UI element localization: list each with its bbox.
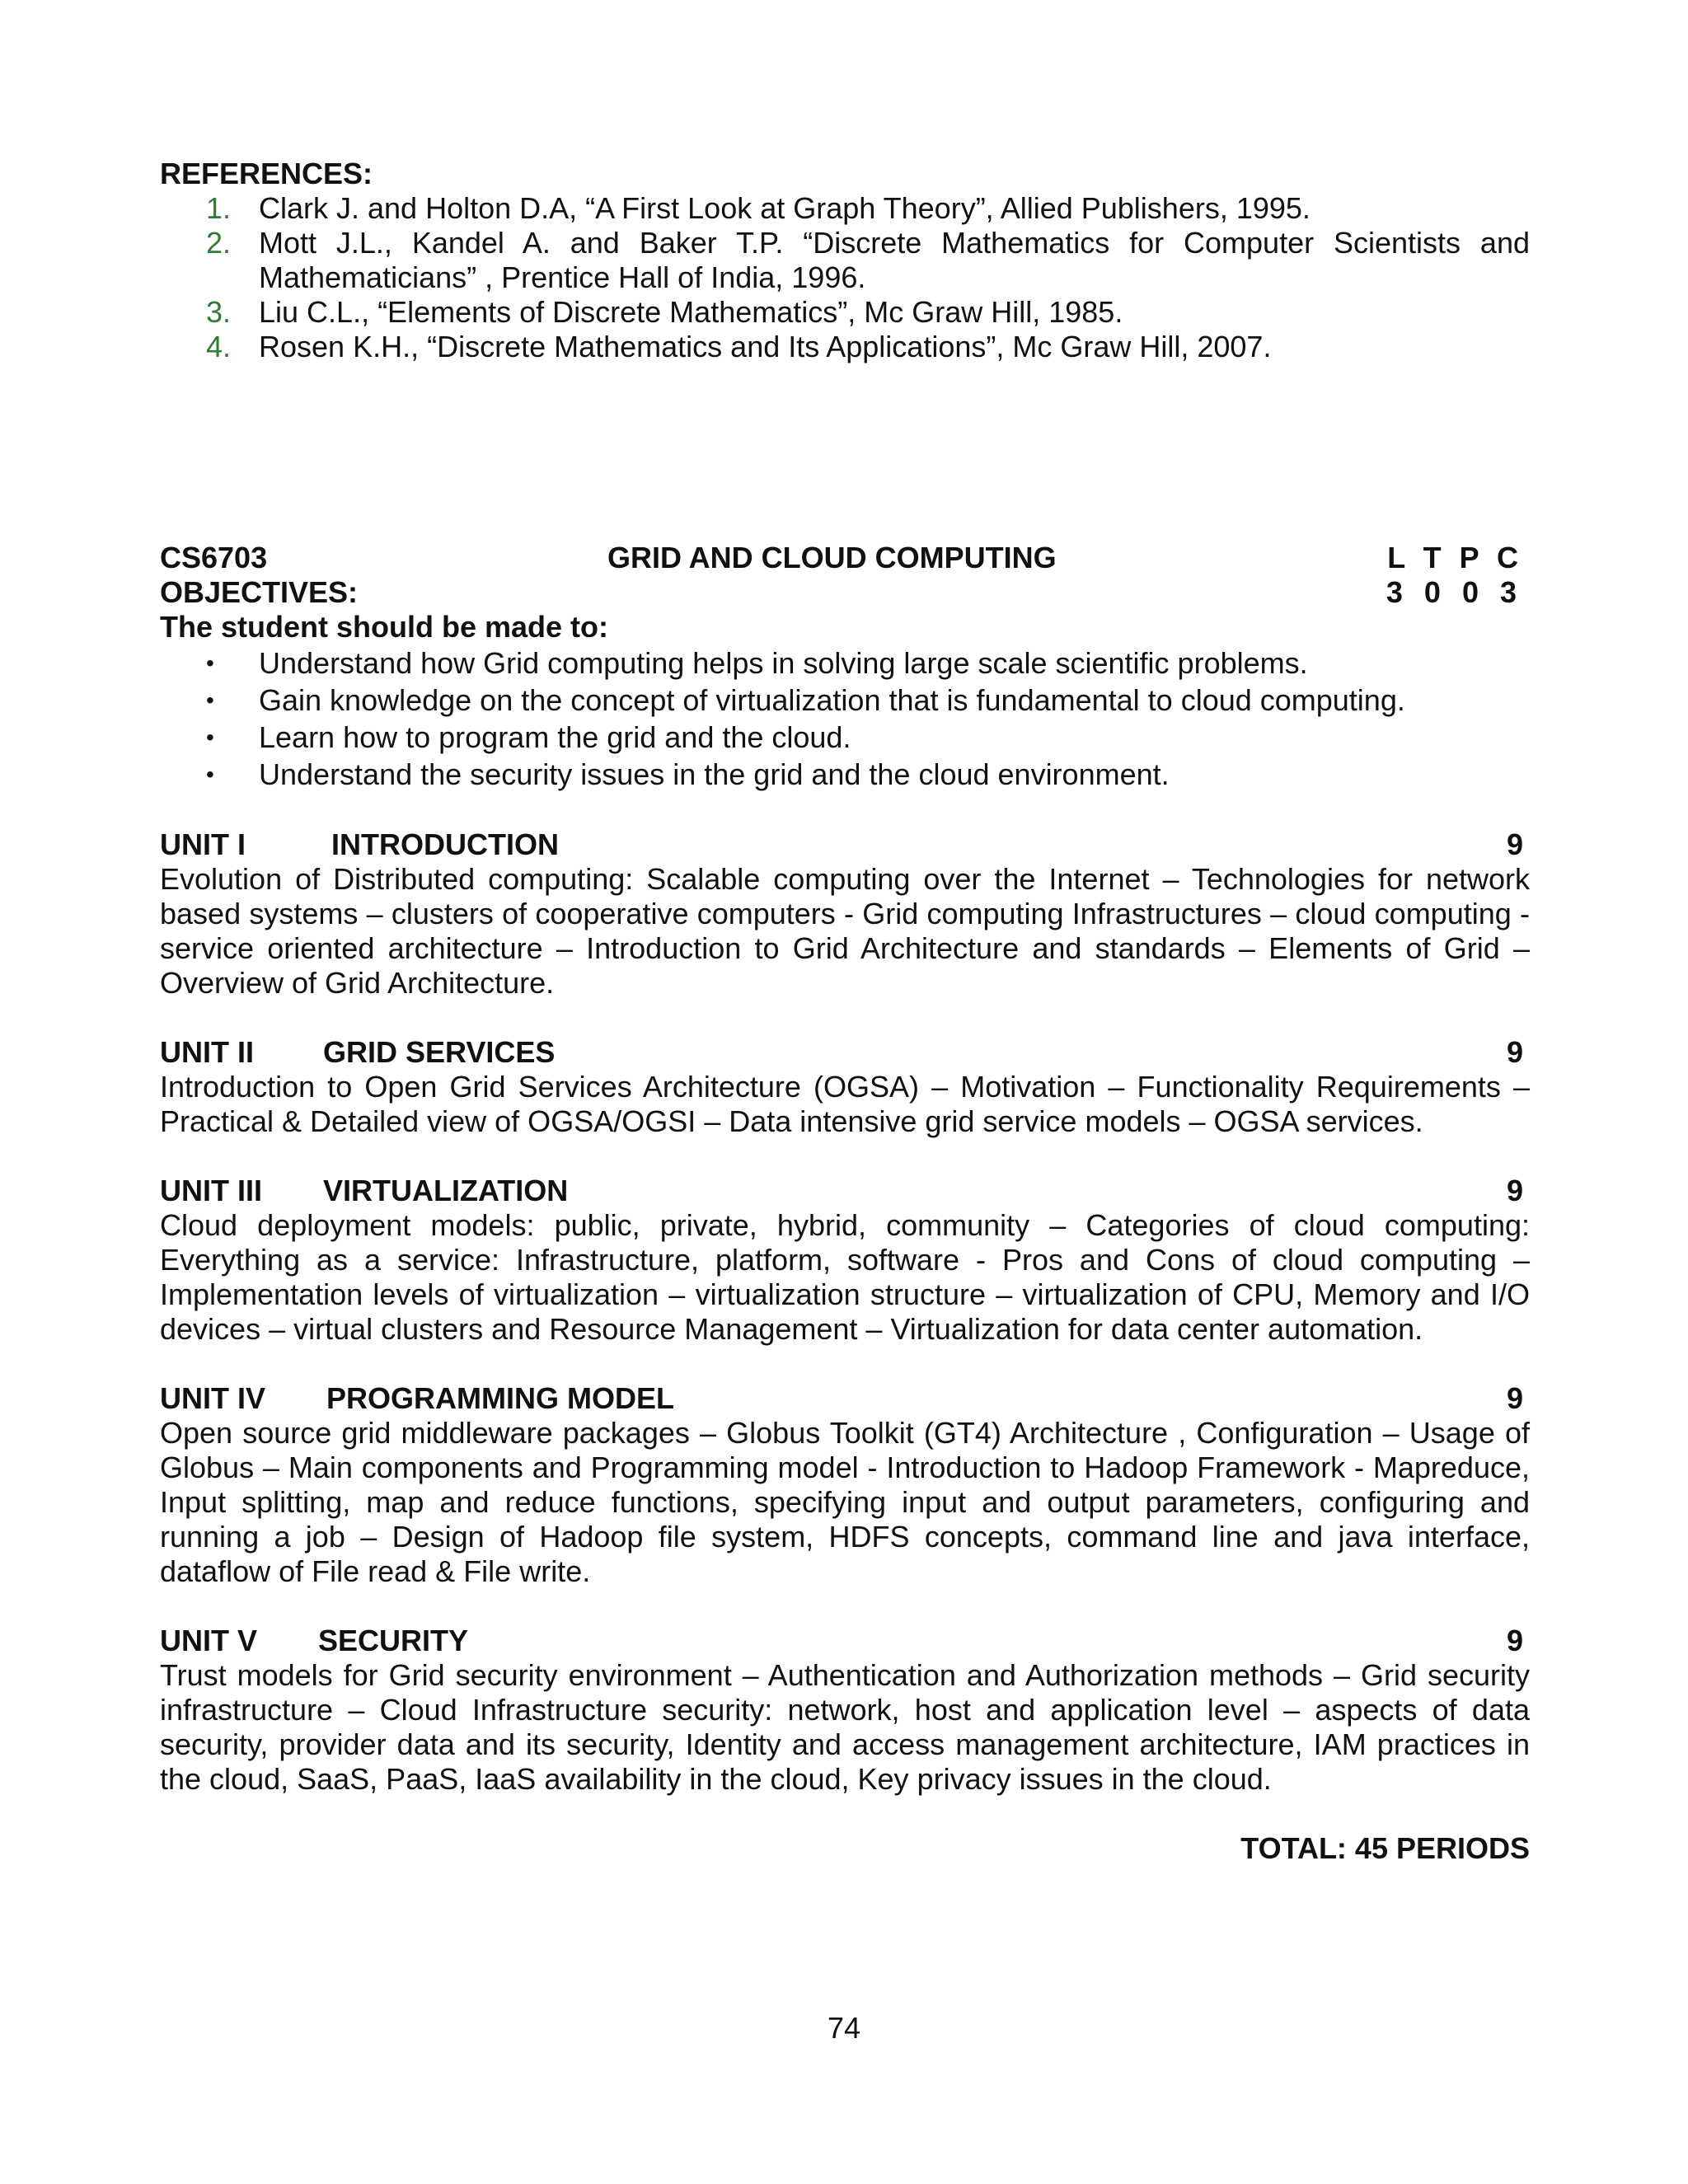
reference-text: Liu C.L., “Elements of Discrete Mathematics”, Mc Graw Hill, 1985.: [259, 295, 1123, 329]
reference-item: [160, 295, 1530, 330]
unit-title: SECURITY: [318, 1624, 469, 1657]
reference-number: 2.: [206, 226, 232, 260]
course-header: [160, 541, 1530, 575]
objective-item: [160, 719, 1530, 756]
bullet-icon: •: [206, 650, 214, 676]
reference-item: [160, 330, 1530, 364]
unit-body: Cloud deployment models: public, private, hybrid, community – Categories of cloud computing: Everything as a service: Infrastructure, platform, software - Pros and Cons of cloud computing – Implementation levels of virtualization – virtualization structure – virtualization of CPU, Memory and I/O devices – virtual clusters and Resource Management – Virtualization for data center automation.: [160, 1208, 1530, 1346]
unit-name: UNIT IV: [160, 1381, 266, 1415]
page-number: 74: [827, 2011, 861, 2045]
unit-hours: 9: [1506, 827, 1523, 861]
unit-header: [160, 1381, 1530, 1416]
unit-body: Trust models for Grid security environment – Authentication and Authorization methods – Grid security infrastructure – Cloud Infrastructure security: network, host and application level – aspects of data security, provider data and its security, Identity and access management architecture, IAM practices in the cloud, SaaS, PaaS, IaaS availability in the cloud, Key privacy issues in the cloud.: [160, 1658, 1530, 1796]
unit-body: Evolution of Distributed computing: Scalable computing over the Internet – Technologies for network based systems – clusters of cooperative computers - Grid computing Infrastructures – cloud computing - service oriented architecture – Introduction to Grid Architecture and standards – Elements of Grid – Overview of Grid Architecture.: [160, 862, 1530, 1000]
objectives-heading: OBJECTIVES:: [160, 575, 359, 609]
ltpc-values: 3 0 0 3: [1386, 575, 1523, 609]
objectives-intro: The student should be made to:: [160, 610, 609, 644]
unit-hours: 9: [1506, 1381, 1523, 1415]
reference-text: Mott J.L., Kandel A. and Baker T.P. “Discrete Mathematics for Computer Scientists and Mathematicians” , Prentice Hall of India, 1996.: [259, 226, 1530, 294]
references-list: [160, 191, 1530, 364]
unit-header: [160, 1035, 1530, 1070]
reference-text: Clark J. and Holton D.A, “A First Look at Graph Theory”, Allied Publishers, 1995.: [259, 191, 1311, 225]
objective-item: [160, 756, 1530, 793]
unit-header: [160, 1174, 1530, 1208]
objective-text: Understand the security issues in the grid and the cloud environment.: [259, 757, 1170, 791]
document-page: [160, 157, 1530, 1866]
unit-name: UNIT III: [160, 1174, 262, 1207]
ltpc-values-row: [160, 575, 1530, 610]
reference-text: Rosen K.H., “Discrete Mathematics and Its Applications”, Mc Graw Hill, 2007.: [259, 330, 1272, 363]
objective-item: [160, 644, 1530, 682]
reference-number: 4.: [206, 330, 232, 363]
unit-section: [160, 1381, 1530, 1589]
unit-body: Introduction to Open Grid Services Architecture (OGSA) – Motivation – Functionality Requirements – Practical & Detailed view of OGSA/OGSI – Data intensive grid service models – OGSA services.: [160, 1070, 1530, 1138]
reference-number: 3.: [206, 295, 232, 329]
objectives-list: [160, 644, 1530, 793]
unit-section: [160, 1174, 1530, 1347]
unit-header: [160, 1624, 1530, 1658]
bullet-icon: •: [206, 762, 214, 787]
reference-item: [160, 191, 1530, 226]
unit-name: UNIT II: [160, 1035, 254, 1069]
unit-hours: 9: [1506, 1174, 1523, 1207]
objective-text: Gain knowledge on the concept of virtualization that is fundamental to cloud computing.: [259, 683, 1405, 717]
unit-name: UNIT I: [160, 827, 246, 861]
reference-number: 1.: [206, 191, 232, 225]
unit-name: UNIT V: [160, 1624, 258, 1657]
unit-title: PROGRAMMING MODEL: [326, 1381, 674, 1415]
unit-section: [160, 827, 1530, 1001]
reference-item: [160, 226, 1530, 295]
ltpc-label: L T P C: [1387, 541, 1523, 574]
unit-section: [160, 1624, 1530, 1797]
course-title: GRID AND CLOUD COMPUTING: [607, 541, 1057, 574]
course-code: CS6703: [160, 541, 268, 574]
bullet-icon: •: [206, 724, 214, 750]
unit-body: Open source grid middleware packages – Globus Toolkit (GT4) Architecture , Configuration – Usage of Globus – Main components and Programming model - Introduction to Hadoop Framework - Mapreduce, Input splitting, map and reduce functions, specifying input and output parameters, configuring and running a job – Design of Hadoop file system, HDFS concepts, command line and java interface, dataflow of File read & File write.: [160, 1416, 1530, 1588]
unit-title: GRID SERVICES: [323, 1035, 556, 1069]
total-periods: TOTAL: 45 PERIODS: [1240, 1831, 1530, 1865]
objective-text: Learn how to program the grid and the cloud.: [259, 720, 851, 754]
unit-hours: 9: [1506, 1624, 1523, 1657]
objective-item: [160, 682, 1530, 719]
unit-section: [160, 1035, 1530, 1139]
bullet-icon: •: [206, 687, 214, 713]
unit-hours: 9: [1506, 1035, 1523, 1069]
unit-title: VIRTUALIZATION: [323, 1174, 569, 1207]
unit-title: INTRODUCTION: [331, 827, 559, 861]
references-heading: REFERENCES:: [160, 157, 373, 190]
unit-header: [160, 827, 1530, 862]
objective-text: Understand how Grid computing helps in solving large scale scientific problems.: [259, 646, 1308, 680]
